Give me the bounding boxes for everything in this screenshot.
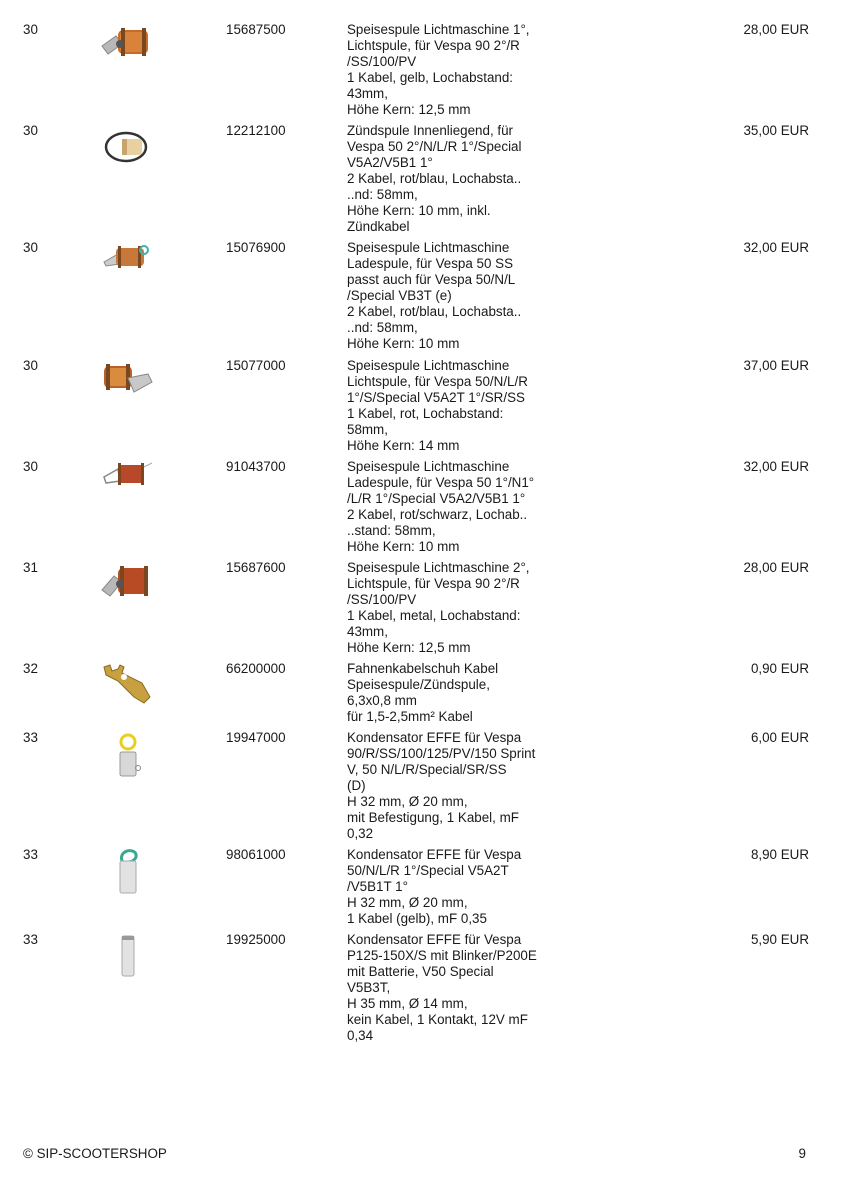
position-number: 30 [23,22,38,37]
coil-icon [98,560,158,604]
position-number: 33 [23,932,38,947]
item-description: Speisespule Lichtmaschine Lichtspule, für Vespa 50/N/L/R 1°/S/Special V5A2T 1°/SR/SS 1 Kabel, rot, Lochabstand: 58mm, Höhe Kern: 14 mm [347,358,528,453]
position-number: 30 [23,123,38,138]
article-number: 19925000 [226,932,286,947]
item-description: Speisespule Lichtmaschine 2°, Lichtspule, für Vespa 90 2°/R /SS/100/PV 1 Kabel, metal, Lochabstand: 43mm, Höhe Kern: 12,5 mm [347,560,530,655]
position-number: 33 [23,847,38,862]
item-price: 0,90 EUR [750,661,809,676]
item-description: Speisespule Lichtmaschine 1°, Lichtspule, für Vespa 90 2°/R /SS/100/PV 1 Kabel, gelb, Lochabstand: 43mm, Höhe Kern: 12,5 mm [347,22,530,117]
article-number: 19947000 [226,730,286,745]
article-number: 15077000 [226,358,286,373]
footer-copyright: © SIP-SCOOTERSHOP [23,1146,167,1161]
article-number: 15076900 [226,240,286,255]
condenser-green-icon [98,847,158,899]
item-price: 32,00 EUR [743,240,809,255]
position-number: 33 [23,730,38,745]
article-number: 15687500 [226,22,286,37]
item-description: Fahnenkabelschuh Kabel Speisespule/Zündspule, 6,3x0,8 mm für 1,5-2,5mm² Kabel [347,661,499,724]
article-number: 15687600 [226,560,286,575]
position-number: 30 [23,240,38,255]
ignition-coil-icon [98,123,158,167]
item-description: Speisespule Lichtmaschine Ladespule, für Vespa 50 1°/N1° /L/R 1°/Special V5A2/V5B1 1° 2 Kabel, rot/schwarz, Lochab.. ..stand: 58mm, Höhe Kern: 10 mm [347,459,535,554]
article-number: 66200000 [226,661,286,676]
position-number: 32 [23,661,38,676]
item-price: 37,00 EUR [743,358,809,373]
position-number: 30 [23,358,38,373]
page-number: 9 [798,1146,806,1161]
item-description: Zündspule Innenliegend, für Vespa 50 2°/N/L/R 1°/Special V5A2/V5B1 1° 2 Kabel, rot/blau, Lochabsta.. ..nd: 58mm, Höhe Kern: 10 mm, inkl. Zündkabel [347,123,522,234]
item-price: 35,00 EUR [743,123,809,138]
item-price: 5,90 EUR [750,932,809,947]
condenser-yellow-icon [98,730,158,782]
item-price: 32,00 EUR [743,459,809,474]
item-price: 8,90 EUR [750,847,809,862]
item-description: Speisespule Lichtmaschine Ladespule, für Vespa 50 SS passt auch für Vespa 50/N/L /Special VB3T (e) 2 Kabel, rot/blau, Lochabsta.. ..nd: 58mm, Höhe Kern: 10 mm [347,240,522,351]
condenser-icon [98,932,158,980]
position-number: 31 [23,560,38,575]
coil-icon [98,459,158,503]
item-description: Kondensator EFFE für Vespa P125-150X/S mit Blinker/P200E mit Batterie, V50 Special V5B3T, H 35 mm, Ø 14 mm, kein Kabel, 1 Kontakt, 12V mF 0,34 [347,932,537,1043]
article-number: 98061000 [226,847,286,862]
item-price: 28,00 EUR [743,22,809,37]
article-number: 91043700 [226,459,286,474]
coil-icon [98,240,158,284]
article-number: 12212100 [226,123,286,138]
item-description: Kondensator EFFE für Vespa 90/R/SS/100/125/PV/150 Sprint V, 50 N/L/R/Special/SR/SS (D) H 32 mm, Ø 20 mm, mit Befestigung, 1 Kabel, mF 0,32 [347,730,536,841]
item-description: Kondensator EFFE für Vespa 50/N/L/R 1°/Special V5A2T /V5B1T 1° H 32 mm, Ø 20 mm, 1 Kabel (gelb), mF 0,35 [347,847,522,926]
item-price: 28,00 EUR [743,560,809,575]
item-price: 6,00 EUR [750,730,809,745]
coil-icon [98,22,158,66]
position-number: 30 [23,459,38,474]
cable-lug-icon [98,661,158,705]
coil-icon [98,358,158,402]
